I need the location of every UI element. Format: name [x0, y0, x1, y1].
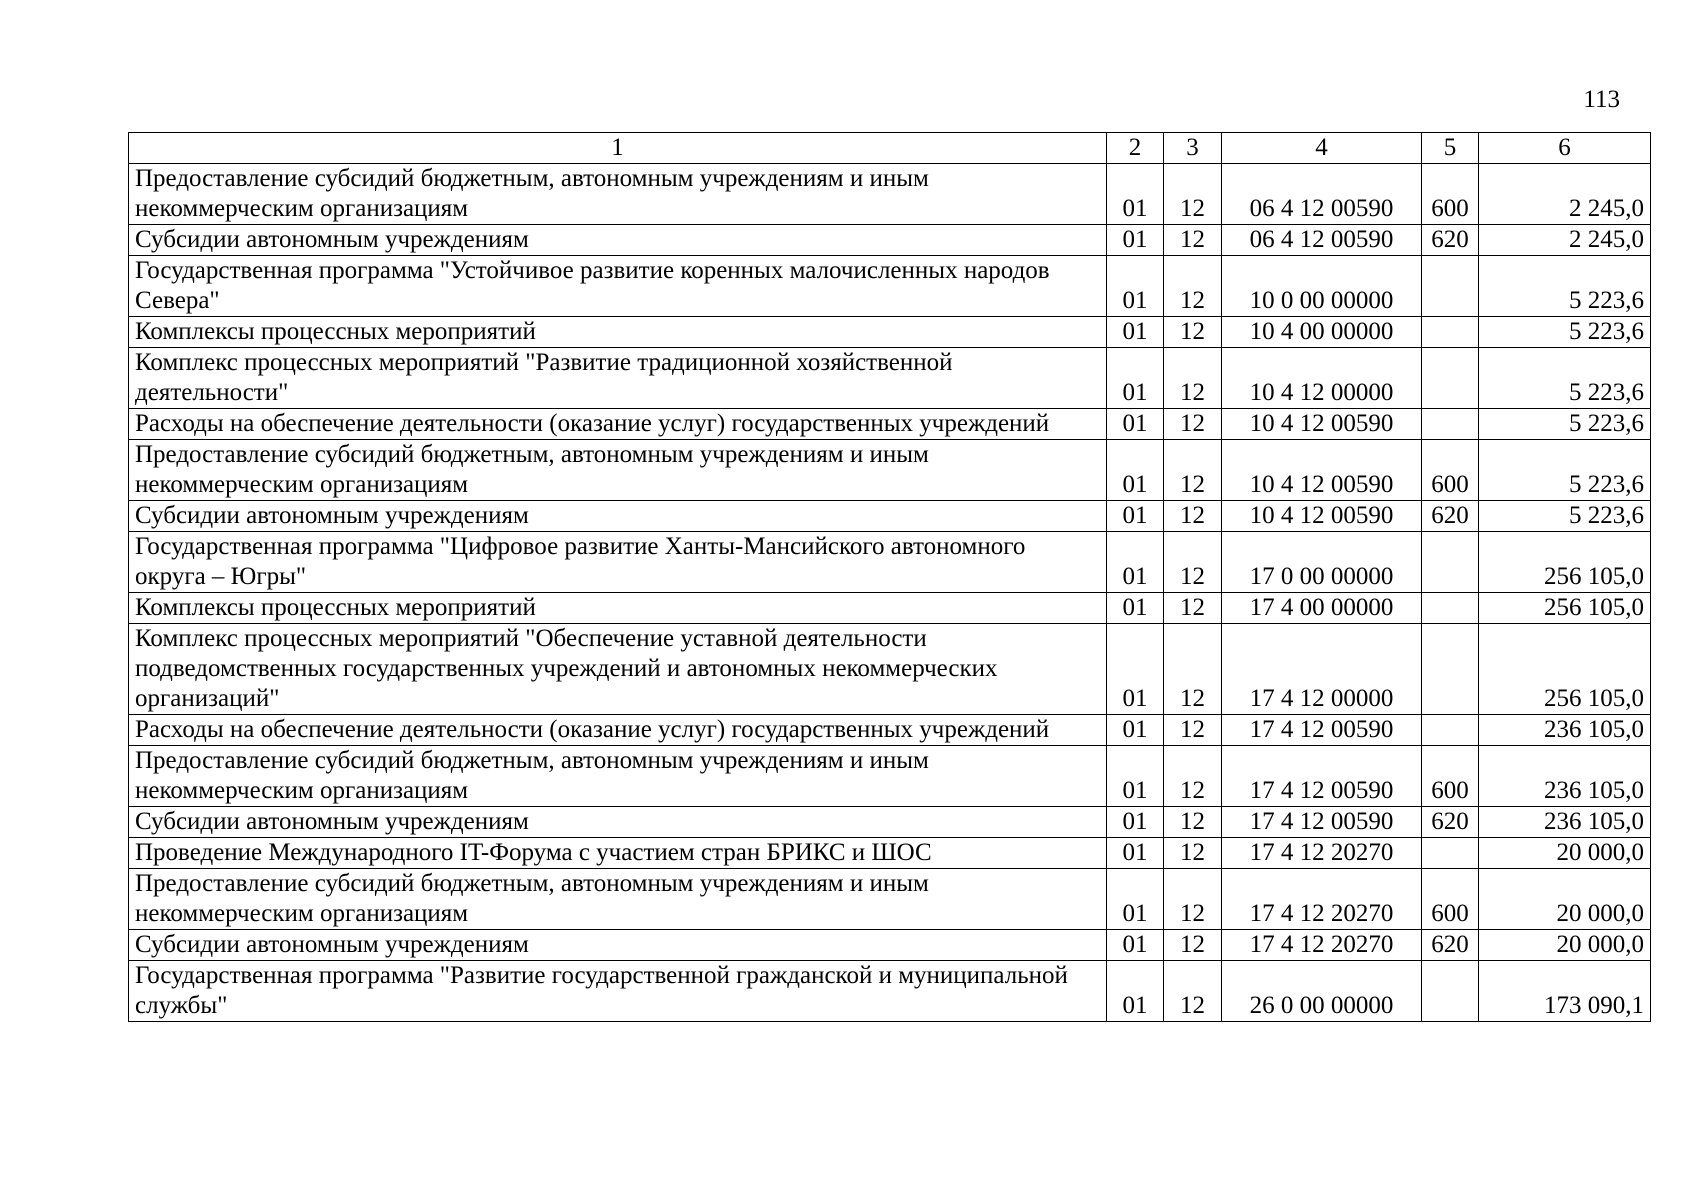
- table-row: [129, 624, 1651, 715]
- amount-cell: 5 223,6: [1479, 348, 1651, 409]
- section-code-cell: 01: [1107, 256, 1164, 317]
- amount-cell: 256 105,0: [1479, 532, 1651, 593]
- subsection-code-cell: 12: [1164, 930, 1222, 961]
- row-name-cell: Расходы на обеспечение деятельности (оказание услуг) государственных учреждений: [129, 715, 1107, 746]
- amount-cell: 256 105,0: [1479, 624, 1651, 715]
- subsection-code-cell: 12: [1164, 532, 1222, 593]
- table-row: [129, 164, 1651, 225]
- amount-cell: 236 105,0: [1479, 807, 1651, 838]
- subsection-code-cell: 12: [1164, 348, 1222, 409]
- expense-type-cell: [1422, 409, 1479, 440]
- row-name-cell: Субсидии автономным учреждениям: [129, 807, 1107, 838]
- target-code-cell: 10 0 00 00000: [1222, 256, 1422, 317]
- row-name-cell: Предоставление субсидий бюджетным, автономным учреждениям и иным некоммерческим организациям: [129, 746, 1107, 807]
- expense-type-cell: 620: [1422, 930, 1479, 961]
- target-code-cell: 10 4 00 00000: [1222, 317, 1422, 348]
- row-name-cell: Субсидии автономным учреждениям: [129, 501, 1107, 532]
- amount-cell: 236 105,0: [1479, 715, 1651, 746]
- expense-type-cell: [1422, 532, 1479, 593]
- subsection-code-cell: 12: [1164, 164, 1222, 225]
- row-name-cell: Предоставление субсидий бюджетным, автономным учреждениям и иным некоммерческим организациям: [129, 164, 1107, 225]
- row-name-cell: Комплексы процессных мероприятий: [129, 593, 1107, 624]
- column-header: 6: [1479, 133, 1651, 164]
- section-code-cell: 01: [1107, 317, 1164, 348]
- amount-cell: 20 000,0: [1479, 869, 1651, 930]
- section-code-cell: 01: [1107, 715, 1164, 746]
- table-row: [129, 256, 1651, 317]
- table-row: [129, 532, 1651, 593]
- row-name-cell: Предоставление субсидий бюджетным, автономным учреждениям и иным некоммерческим организациям: [129, 440, 1107, 501]
- table-row: [129, 317, 1651, 348]
- target-code-cell: 10 4 12 00590: [1222, 440, 1422, 501]
- section-code-cell: 01: [1107, 409, 1164, 440]
- row-name-cell: Комплекс процессных мероприятий "Развитие традиционной хозяйственной деятельности": [129, 348, 1107, 409]
- subsection-code-cell: 12: [1164, 807, 1222, 838]
- target-code-cell: 10 4 12 00000: [1222, 348, 1422, 409]
- target-code-cell: 17 4 12 00590: [1222, 746, 1422, 807]
- expense-type-cell: [1422, 317, 1479, 348]
- section-code-cell: 01: [1107, 501, 1164, 532]
- table-row: [129, 930, 1651, 961]
- section-code-cell: 01: [1107, 807, 1164, 838]
- table-row: [129, 348, 1651, 409]
- subsection-code-cell: 12: [1164, 746, 1222, 807]
- target-code-cell: 10 4 12 00590: [1222, 501, 1422, 532]
- section-code-cell: 01: [1107, 532, 1164, 593]
- section-code-cell: 01: [1107, 348, 1164, 409]
- amount-cell: 2 245,0: [1479, 164, 1651, 225]
- subsection-code-cell: 12: [1164, 225, 1222, 256]
- table-row: [129, 440, 1651, 501]
- expense-type-cell: [1422, 838, 1479, 869]
- page-number: 113: [1583, 86, 1620, 113]
- budget-table: [128, 132, 1651, 1022]
- amount-cell: 5 223,6: [1479, 317, 1651, 348]
- expense-type-cell: 600: [1422, 164, 1479, 225]
- expense-type-cell: [1422, 348, 1479, 409]
- subsection-code-cell: 12: [1164, 838, 1222, 869]
- subsection-code-cell: 12: [1164, 593, 1222, 624]
- expense-type-cell: [1422, 256, 1479, 317]
- target-code-cell: 17 4 12 00590: [1222, 807, 1422, 838]
- expense-type-cell: 620: [1422, 501, 1479, 532]
- section-code-cell: 01: [1107, 164, 1164, 225]
- row-name-cell: Государственная программа "Развитие государственной гражданской и муниципальной службы": [129, 961, 1107, 1022]
- table-row: [129, 746, 1651, 807]
- expense-type-cell: 600: [1422, 440, 1479, 501]
- amount-cell: 5 223,6: [1479, 409, 1651, 440]
- section-code-cell: 01: [1107, 838, 1164, 869]
- section-code-cell: 01: [1107, 225, 1164, 256]
- amount-cell: 173 090,1: [1479, 961, 1651, 1022]
- row-name-cell: Государственная программа "Цифровое развитие Ханты-Мансийского автономного округа – Югры": [129, 532, 1107, 593]
- row-name-cell: Субсидии автономным учреждениям: [129, 930, 1107, 961]
- target-code-cell: 17 4 12 00590: [1222, 715, 1422, 746]
- amount-cell: 2 245,0: [1479, 225, 1651, 256]
- subsection-code-cell: 12: [1164, 624, 1222, 715]
- section-code-cell: 01: [1107, 961, 1164, 1022]
- target-code-cell: 17 4 12 20270: [1222, 930, 1422, 961]
- subsection-code-cell: 12: [1164, 501, 1222, 532]
- expense-type-cell: [1422, 593, 1479, 624]
- expense-type-cell: 600: [1422, 746, 1479, 807]
- table-row: [129, 869, 1651, 930]
- target-code-cell: 06 4 12 00590: [1222, 164, 1422, 225]
- row-name-cell: Субсидии автономным учреждениям: [129, 225, 1107, 256]
- subsection-code-cell: 12: [1164, 317, 1222, 348]
- subsection-code-cell: 12: [1164, 869, 1222, 930]
- expense-type-cell: [1422, 624, 1479, 715]
- column-header: 3: [1164, 133, 1222, 164]
- amount-cell: 256 105,0: [1479, 593, 1651, 624]
- target-code-cell: 06 4 12 00590: [1222, 225, 1422, 256]
- target-code-cell: 26 0 00 00000: [1222, 961, 1422, 1022]
- row-name-cell: Комплексы процессных мероприятий: [129, 317, 1107, 348]
- section-code-cell: 01: [1107, 746, 1164, 807]
- table-row: [129, 225, 1651, 256]
- expense-type-cell: 620: [1422, 807, 1479, 838]
- section-code-cell: 01: [1107, 930, 1164, 961]
- amount-cell: 236 105,0: [1479, 746, 1651, 807]
- expense-type-cell: 600: [1422, 869, 1479, 930]
- row-name-cell: Государственная программа "Устойчивое развитие коренных малочисленных народов Севера": [129, 256, 1107, 317]
- expense-type-cell: [1422, 961, 1479, 1022]
- target-code-cell: 17 4 12 20270: [1222, 838, 1422, 869]
- target-code-cell: 17 0 00 00000: [1222, 532, 1422, 593]
- amount-cell: 20 000,0: [1479, 838, 1651, 869]
- expense-type-cell: [1422, 715, 1479, 746]
- subsection-code-cell: 12: [1164, 256, 1222, 317]
- table-row: [129, 961, 1651, 1022]
- table-row: [129, 501, 1651, 532]
- section-code-cell: 01: [1107, 624, 1164, 715]
- subsection-code-cell: 12: [1164, 440, 1222, 501]
- column-header: 1: [129, 133, 1107, 164]
- amount-cell: 5 223,6: [1479, 501, 1651, 532]
- row-name-cell: Комплекс процессных мероприятий "Обеспечение уставной деятельности подведомственных государственных учреждений и автономных некоммерческих организаций": [129, 624, 1107, 715]
- table-row: [129, 838, 1651, 869]
- row-name-cell: Предоставление субсидий бюджетным, автономным учреждениям и иным некоммерческим организациям: [129, 869, 1107, 930]
- section-code-cell: 01: [1107, 440, 1164, 501]
- table-row: [129, 593, 1651, 624]
- target-code-cell: 10 4 12 00590: [1222, 409, 1422, 440]
- column-header: 4: [1222, 133, 1422, 164]
- row-name-cell: Проведение Международного IT-Форума с участием стран БРИКС и ШОС: [129, 838, 1107, 869]
- column-header: 2: [1107, 133, 1164, 164]
- section-code-cell: 01: [1107, 593, 1164, 624]
- table-row: [129, 715, 1651, 746]
- section-code-cell: 01: [1107, 869, 1164, 930]
- expense-type-cell: 620: [1422, 225, 1479, 256]
- table-row: [129, 409, 1651, 440]
- target-code-cell: 17 4 12 20270: [1222, 869, 1422, 930]
- amount-cell: 5 223,6: [1479, 440, 1651, 501]
- table-header-row: [129, 133, 1651, 164]
- column-header: 5: [1422, 133, 1479, 164]
- subsection-code-cell: 12: [1164, 961, 1222, 1022]
- subsection-code-cell: 12: [1164, 715, 1222, 746]
- target-code-cell: 17 4 00 00000: [1222, 593, 1422, 624]
- row-name-cell: Расходы на обеспечение деятельности (оказание услуг) государственных учреждений: [129, 409, 1107, 440]
- amount-cell: 20 000,0: [1479, 930, 1651, 961]
- target-code-cell: 17 4 12 00000: [1222, 624, 1422, 715]
- table-body: [129, 133, 1651, 1022]
- amount-cell: 5 223,6: [1479, 256, 1651, 317]
- table-row: [129, 807, 1651, 838]
- subsection-code-cell: 12: [1164, 409, 1222, 440]
